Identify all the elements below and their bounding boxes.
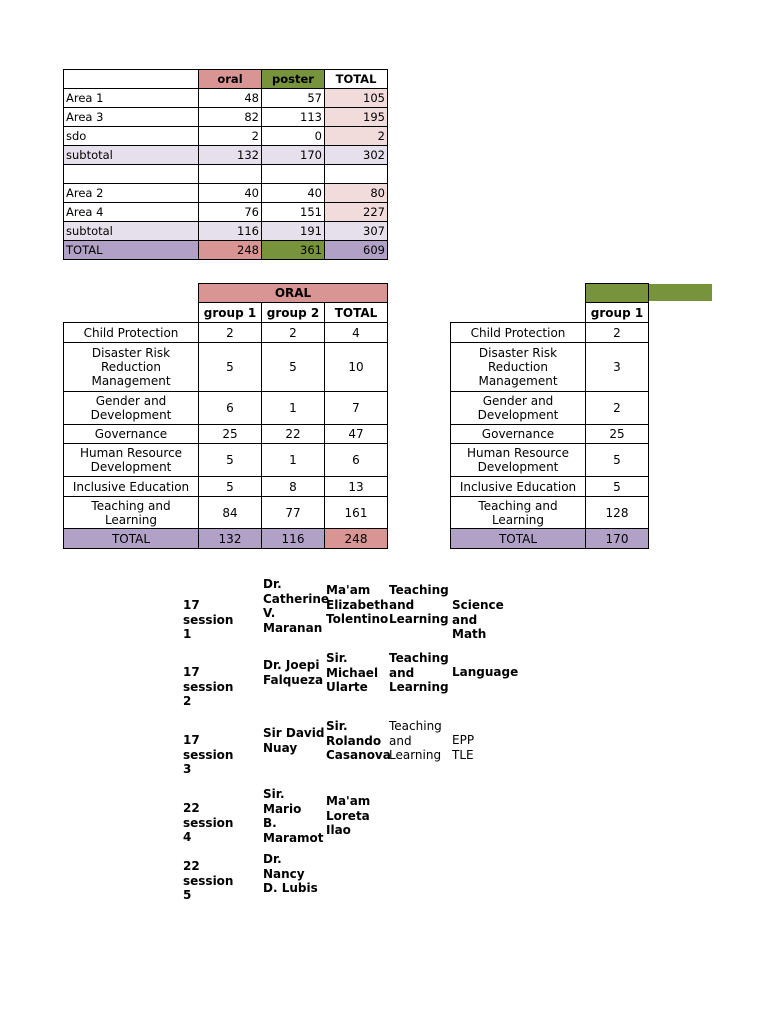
poster-cell[interactable] [262,165,325,184]
session-subject[interactable]: Science and Math [452,598,504,641]
row-label[interactable]: Area 1 [64,89,199,108]
poster-title-cell[interactable] [586,284,649,303]
session-label[interactable]: 22 session 5 [183,859,234,902]
category-label[interactable]: Inclusive Education [64,477,199,497]
blank-cell [451,284,586,303]
header-group1[interactable]: group 1 [199,303,262,323]
blank-cell [451,303,586,323]
topic-line: and [389,597,415,612]
category-label[interactable]: Disaster Risk Reduction Management [451,343,586,392]
speaker-2-line: Tolentino [326,612,389,626]
session-topic[interactable] [389,651,449,695]
header-total[interactable]: TOTAL [325,303,388,323]
speaker-2-line: Sir. [326,719,348,733]
speaker-1-line: Sir. Mario [263,787,302,816]
table-row [451,477,649,497]
poster-cell[interactable]: 0 [262,127,325,146]
table-row [451,425,649,444]
poster-cell[interactable]: 191 [262,222,325,241]
group1-cell[interactable]: 6 [199,392,262,425]
category-label[interactable]: Human Resource Development [64,444,199,477]
speaker-2[interactable] [326,651,388,695]
total-cell[interactable]: 195 [325,108,388,127]
poster-cell[interactable]: 151 [262,203,325,222]
table-header-row [64,303,388,323]
topic-line: Teaching [389,583,449,597]
header-group2[interactable]: group 2 [262,303,325,323]
title-row [451,284,649,303]
speaker-1-line: Dr. Nancy [263,852,305,881]
category-label[interactable]: Disaster Risk Reduction Management [64,343,199,392]
table-row [64,425,388,444]
session-label[interactable]: 17 session 2 [183,665,234,708]
group2-cell[interactable]: 77 [262,497,325,529]
speaker-2-line: Elizabeth [326,597,389,612]
oral-cell[interactable]: 40 [199,184,262,203]
speaker-1[interactable] [263,852,325,896]
speaker-1-line: Nuay [263,740,298,755]
group1-total[interactable]: 132 [199,529,262,549]
table-header-row [64,70,388,89]
blank-cell [64,303,199,323]
group1-cell[interactable]: 2 [199,323,262,343]
total-cell[interactable]: 10 [325,343,388,392]
poster-cell[interactable]: 40 [262,184,325,203]
speaker-2-line: Sir. [326,651,348,665]
oral-cell[interactable]: 116 [199,222,262,241]
group1-cell[interactable]: 2 [586,392,649,425]
speaker-2-line: Loreta Ilao [326,808,370,837]
category-label[interactable]: Human Resource Development [451,444,586,477]
table-row [64,444,388,477]
table-row [451,323,649,343]
speaker-1-line: Dr. Joepi [263,658,320,672]
speaker-2-line: Ma'am [326,583,371,597]
row-label[interactable] [64,165,199,184]
header-group1[interactable]: group 1 [586,303,649,323]
group1-cell[interactable]: 5 [586,444,649,477]
table-row [64,127,388,146]
table-row [64,392,388,425]
speaker-2-line: Michael [326,665,379,680]
speaker-2-line: Ularte [326,680,368,694]
session-subject[interactable]: EPP TLE [452,733,475,762]
group1-cell[interactable]: 84 [199,497,262,529]
category-label[interactable]: Gender and Development [451,392,586,425]
speaker-1-line: Catherine [263,591,330,606]
table-row [64,108,388,127]
subtotal-row [64,146,388,165]
session-subject[interactable]: Language [452,665,519,679]
total-cell[interactable]: 609 [325,241,388,260]
row-label[interactable]: Area 4 [64,203,199,222]
speaker-1-line: B. [263,816,277,830]
table-row [64,203,388,222]
header-oral[interactable]: oral [199,70,262,89]
group2-cell[interactable]: 1 [262,392,325,425]
group1-cell[interactable]: 128 [586,497,649,529]
oral-cell[interactable]: 132 [199,146,262,165]
group1-cell[interactable]: 2 [586,323,649,343]
table-header-row [451,303,649,323]
blank-cell [64,284,199,303]
category-label[interactable]: Inclusive Education [451,477,586,497]
group1-cell[interactable]: 5 [586,477,649,497]
total-cell[interactable]: 161 [325,497,388,529]
category-label[interactable]: Child Protection [64,323,199,343]
table-row [451,497,649,529]
session-label[interactable]: 22 session 4 [183,801,234,844]
speaker-2[interactable] [326,794,388,838]
table-row [64,343,388,392]
category-label[interactable]: Governance [451,425,586,444]
topic-line: Learning [389,680,449,694]
table-row [64,497,388,529]
total-cell[interactable]: 13 [325,477,388,497]
poster-cell[interactable]: 57 [262,89,325,108]
title-row [64,284,388,303]
group2-cell[interactable]: 5 [262,343,325,392]
speaker-2[interactable] [326,719,391,763]
oral-cell[interactable]: 48 [199,89,262,108]
oral-cell[interactable]: 248 [199,241,262,260]
total-cell[interactable]: 80 [325,184,388,203]
poster-cell[interactable]: 113 [262,108,325,127]
total-cell[interactable] [325,165,388,184]
grand-total-row [64,241,388,260]
area-summary-table [63,69,388,260]
topic-line: Teaching [389,651,449,665]
group2-cell[interactable]: 8 [262,477,325,497]
oral-cell[interactable] [199,165,262,184]
table-row [64,477,388,497]
speaker-1[interactable] [263,726,325,755]
table-row [64,184,388,203]
session-label[interactable]: 17 session 3 [183,733,234,776]
group1-category-table [450,283,649,549]
speaker-1[interactable] [263,577,330,635]
topic-line: and [389,665,415,680]
session-label[interactable]: 17 session 1 [183,598,234,641]
total-cell[interactable]: 6 [325,444,388,477]
topic-line: Learning [389,748,442,762]
row-label[interactable]: subtotal [64,222,199,241]
category-label[interactable]: Teaching and Learning [451,497,586,529]
speaker-1-line: Sir David [263,726,325,740]
speaker-2-line: Rolando [326,733,382,748]
topic-line: and [389,733,412,748]
oral-cell[interactable]: 76 [199,203,262,222]
speaker-1-line: D. Lubis [263,881,318,895]
total-cell[interactable]: 307 [325,222,388,241]
speaker-1[interactable] [263,787,325,845]
row-label[interactable]: Area 3 [64,108,199,127]
topic-line: Teaching [389,719,442,733]
group1-cell[interactable]: 25 [586,425,649,444]
total-label[interactable]: TOTAL [64,529,199,549]
row-label[interactable]: subtotal [64,146,199,165]
category-label[interactable]: Child Protection [451,323,586,343]
group1-cell[interactable]: 5 [199,343,262,392]
topic-line: Learning [389,612,449,626]
poster-cell[interactable]: 170 [262,146,325,165]
row-label[interactable]: TOTAL [64,241,199,260]
total-cell[interactable]: 227 [325,203,388,222]
group2-cell[interactable]: 1 [262,444,325,477]
total-cell[interactable]: 2 [325,127,388,146]
group2-cell[interactable]: 2 [262,323,325,343]
header-total[interactable]: TOTAL [325,70,388,89]
session-topic[interactable] [389,583,449,627]
speaker-2-line: Ma'am [326,794,371,808]
poster-header-bar [648,284,712,301]
speaker-1-line: Falqueza [263,672,324,687]
speaker-1-line: Maranan [263,620,323,635]
total-row [451,529,649,549]
category-label[interactable]: Teaching and Learning [64,497,199,529]
total-cell[interactable]: 4 [325,323,388,343]
session-topic[interactable] [389,719,449,763]
speaker-1-line: Dr. [263,577,282,591]
row-label[interactable]: Area 2 [64,184,199,203]
header-blank-cell[interactable] [64,70,199,89]
group2-total[interactable]: 116 [262,529,325,549]
poster-cell[interactable]: 361 [262,241,325,260]
group2-cell[interactable]: 22 [262,425,325,444]
total-cell[interactable]: 302 [325,146,388,165]
subtotal-row [64,222,388,241]
speaker-1-line: Maramot [263,830,324,845]
table-row [64,89,388,108]
speaker-2-line: Casanova [326,748,391,762]
header-poster[interactable]: poster [262,70,325,89]
total-label[interactable]: TOTAL [451,529,586,549]
oral-title[interactable]: ORAL [199,284,388,303]
row-label[interactable]: sdo [64,127,199,146]
table-row [451,343,649,392]
group1-cell[interactable]: 5 [199,477,262,497]
speaker-1-line: V. [263,606,276,620]
table-row [64,323,388,343]
speaker-1[interactable] [263,658,325,687]
oral-category-table [63,283,388,549]
total-cell[interactable]: 47 [325,425,388,444]
total-cell[interactable]: 105 [325,89,388,108]
category-label[interactable]: Governance [64,425,199,444]
category-label[interactable]: Gender and Development [64,392,199,425]
oral-cell[interactable]: 82 [199,108,262,127]
table-row-empty [64,165,388,184]
table-row [451,444,649,477]
group1-total[interactable]: 170 [586,529,649,549]
total-cell[interactable]: 7 [325,392,388,425]
total-row [64,529,388,549]
table-row [451,392,649,425]
oral-cell[interactable]: 2 [199,127,262,146]
group1-cell[interactable]: 25 [199,425,262,444]
group1-cell[interactable]: 3 [586,343,649,392]
grand-total[interactable]: 248 [325,529,388,549]
speaker-2[interactable] [326,583,388,627]
group1-cell[interactable]: 5 [199,444,262,477]
